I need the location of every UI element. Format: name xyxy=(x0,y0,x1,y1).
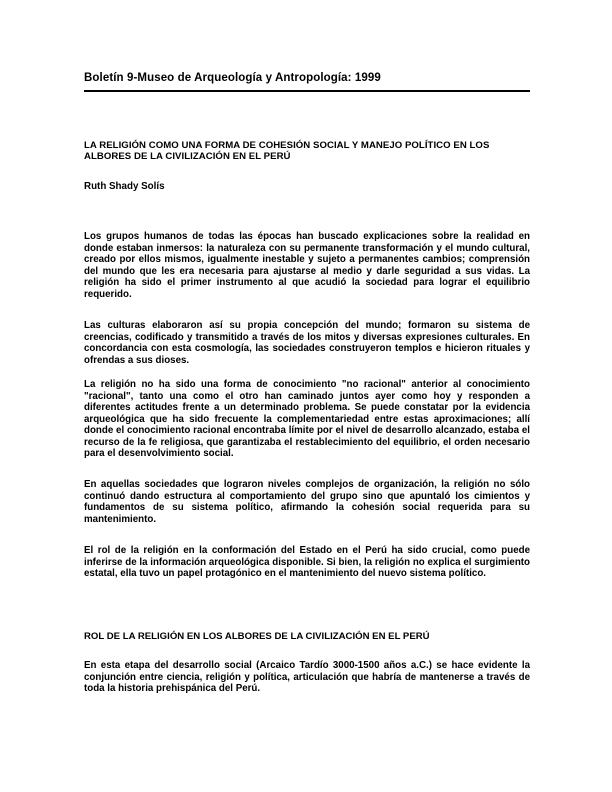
body-paragraph: En aquellas sociedades que lograron niveles complejos de organización, la religión no sólo continuó dando estructura al comportamiento del grupo sino que apuntaló los cimientos y fundamentos de su sistema político, afirmando la cohesión social requerida para su mantenimiento. xyxy=(84,479,530,525)
article-author: Ruth Shady Solís xyxy=(84,181,165,192)
section-heading: ROL DE LA RELIGIÓN EN LOS ALBORES DE LA CIVILIZACIÓN EN EL PERÚ xyxy=(84,631,430,642)
running-header: Boletín 9-Museo de Arqueología y Antropología: 1999 xyxy=(84,72,381,84)
section-paragraph: En esta etapa del desarrollo social (Arcaico Tardío 3000-1500 años a.C.) se hace evidente la conjunción entre ciencia, religión y política, articulación que habría de mantenerse a través de toda la historia prehispánica del Perú. xyxy=(84,660,530,695)
body-paragraph: Las culturas elaboraron así su propia concepción del mundo; formaron su sistema de creencias, codificado y transmitido a través de los mitos y diversas expresiones culturales. En concordancia con esta cosmología, las sociedades construyeron templos e hicieron rituales y ofrendas a sus dioses. xyxy=(84,320,530,366)
header-rule xyxy=(84,90,530,92)
article-title: LA RELIGIÓN COMO UNA FORMA DE COHESIÓN SOCIAL Y MANEJO POLÍTICO EN LOS ALBORES DE LA CIVILIZACIÓN EN EL PERÚ xyxy=(84,140,490,163)
body-paragraph: Los grupos humanos de todas las épocas han buscado explicaciones sobre la realidad en donde estaban inmersos: la naturaleza con su permanente transformación y el mundo cultural, creado por ellos mismos, igualmente inestable y sujeto a permanentes cambios; comprensión del mundo que les era necesaria para ajustarse al medio y darle seguridad a sus vidas. La religión ha sido el primer instrumento al que acudió la sociedad para lograr el equilibrio requerido. xyxy=(84,231,530,300)
body-paragraph: El rol de la religión en la conformación del Estado en el Perú ha sido crucial, como puede inferirse de la información arqueológica disponible. Si bien, la religión no explica el surgimiento estatal, ella tuvo un papel protagónico en el mantenimiento del nuevo sistema político. xyxy=(84,545,530,580)
body-paragraph: La religión no ha sido una forma de conocimiento "no racional" anterior al conocimiento "racional", tanto una como el otro han caminado juntos ayer como hoy y responden a diferentes actitudes frente a un determinado problema. Se puede constatar por la evidencia arqueológica que ha sido frecuente la complementariedad entre estas aproximaciones; allí donde el conocimiento racional encontraba límite por el nivel de desarrollo alcanzado, estaba el recurso de la fe religiosa, que garantizaba el restablecimiento del equilibrio, el orden necesario para el desenvolvimiento social. xyxy=(84,379,530,460)
